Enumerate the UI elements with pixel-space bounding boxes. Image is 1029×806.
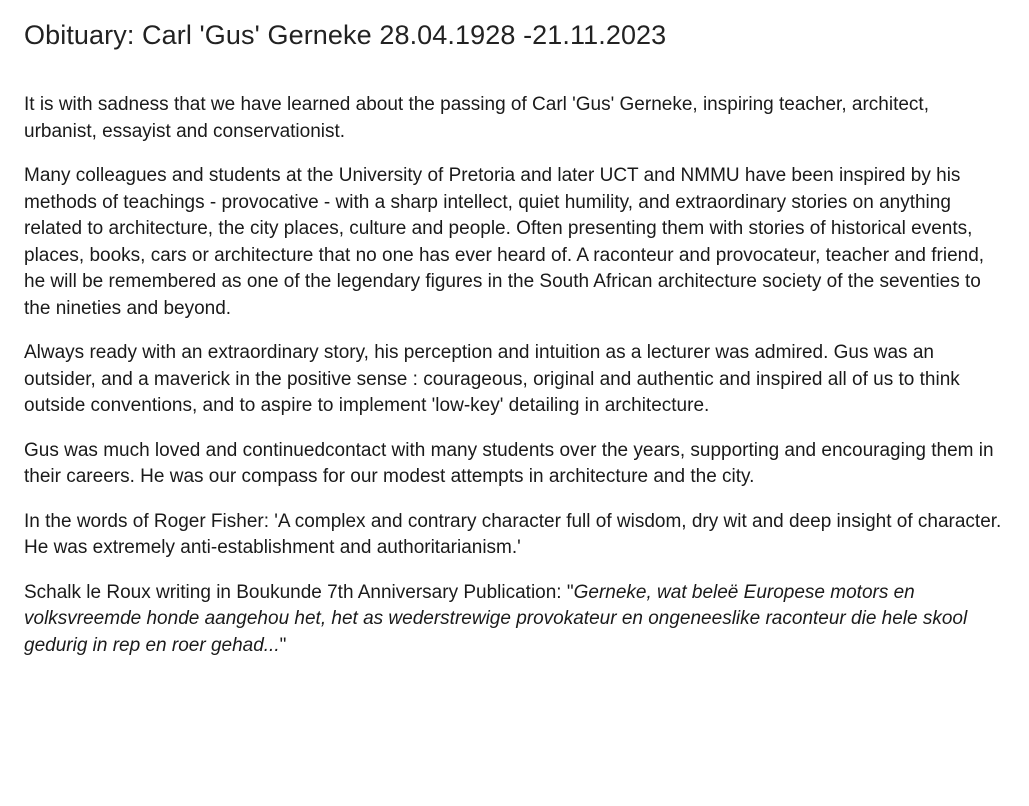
paragraph-teaching: Many colleagues and students at the University of Pretoria and later UCT and NMMU have been inspired by his methods of teachings - provocative - with a sharp intellect, quiet humility, and extraordinary stories on anything related to architecture, the city places, culture and people. Often presenting them with stories of historical events, places, books, cars or architecture that no one has ever heard of. A raconteur and provocateur, teacher and friend, he will be remembered as one of the legendary figures in the South African architecture society of the seventies to the nineties and beyond. [24,165,985,319]
paragraph-fisher-quote: In the words of Roger Fisher: 'A complex and contrary character full of wisdom, dry wit and deep insight of character. He was extremely anti-establishment and authoritarianism.' [24,510,1002,558]
page-title: Obituary: Carl 'Gus' Gerneke 28.04.1928 -21.11.2023 [24,20,667,50]
quote-end: " [279,634,287,656]
paragraph-le-roux-quote [24,580,1005,660]
paragraph-students: Gus was much loved and continuedcontact with many students over the years, supporting and encouraging them in their careers. He was our compass for our modest attempts in architecture and the city. [24,439,994,487]
paragraph-intro: It is with sadness that we have learned about the passing of Carl 'Gus' Gerneke, inspiring teacher, architect, urbanist, essayist and conservationist. [24,94,929,142]
paragraph-storyteller: Always ready with an extraordinary story, his perception and intuition as a lecturer was admired. Gus was an outsider, and a maverick in the positive sense : courageous, original and authentic and inspired all of us to think outside conventions, and to aspire to implement 'low-key' detailing in architecture. [24,342,960,416]
quote-italic: Gerneke, wat beleë Europese motors en volksvreemde honde aangehou het, het as wederstrewige provokateur en ongeneeslike raconteur die hele skool gedurig in rep en roer gehad... [24,581,968,656]
quote-lead: Schalk le Roux writing in Boukunde 7th Anniversary Publication: " [24,581,574,603]
